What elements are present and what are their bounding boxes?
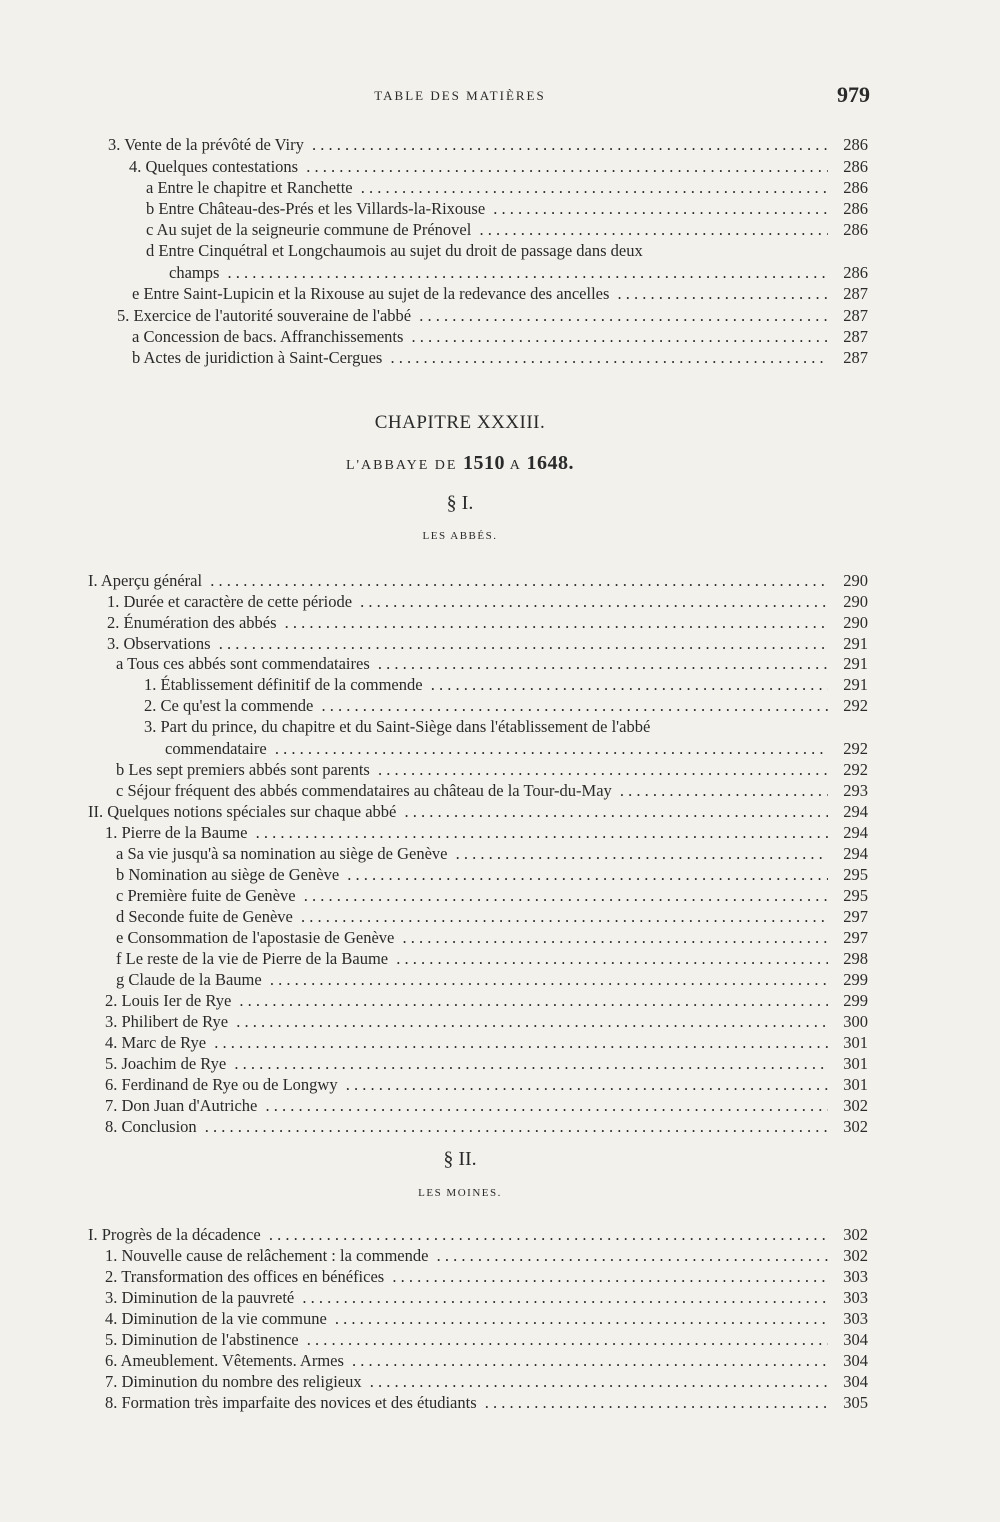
toc-entry (88, 570, 868, 591)
chapter-subtitle (0, 452, 920, 475)
toc-entry (117, 305, 868, 326)
toc-entry (105, 1266, 868, 1287)
toc-entry-page: 287 (839, 347, 868, 368)
toc-entry (105, 1011, 868, 1032)
toc-entry-text: 4. Quelques contestations (129, 157, 302, 176)
toc-entry-page: 302 (839, 1116, 868, 1137)
toc-entry-page: 290 (839, 570, 868, 591)
toc-entry-leader (105, 990, 828, 1011)
toc-entry-leader (116, 653, 828, 674)
toc-entry-leader (107, 612, 828, 633)
toc-entry (129, 156, 868, 177)
toc-entry-text: 8. Conclusion (105, 1117, 201, 1136)
toc-entry-leader (146, 219, 828, 240)
toc-entry-leader (144, 674, 828, 695)
toc-entry-page: 302 (839, 1245, 868, 1266)
toc-entry-page: 297 (839, 906, 868, 927)
toc-entry (116, 864, 868, 885)
toc-entry-leader (108, 134, 828, 155)
toc-entry-page: 301 (839, 1032, 868, 1053)
toc-entry-text: 5. Joachim de Rye (105, 1054, 230, 1073)
toc-entry-page: 286 (839, 219, 868, 240)
toc-entry-page: 292 (839, 695, 868, 716)
toc-entry-text: 2. Transformation des offices en bénéfices (105, 1267, 388, 1286)
toc-entry-text: a Tous ces abbés sont commendataires (116, 654, 374, 673)
toc-entry (105, 990, 868, 1011)
toc-entry-text: 5. Diminution de l'abstinence (105, 1330, 303, 1349)
section-2-title: LES MOINES. (418, 1187, 502, 1199)
toc-entry-leader (107, 633, 828, 654)
toc-entry-page: 302 (839, 1224, 868, 1245)
toc-entry (116, 780, 868, 801)
toc-entry-leader (105, 1371, 828, 1392)
toc-entry-text: 3. Philibert de Rye (105, 1012, 232, 1031)
toc-entry-text: a Entre le chapitre et Ranchette (146, 178, 357, 197)
toc-entry-text: 6. Ferdinand de Rye ou de Longwy (105, 1075, 342, 1094)
toc-entry (88, 801, 868, 822)
toc-entry (105, 1116, 868, 1137)
toc-entry-text: b Actes de juridiction à Saint-Cergues (132, 348, 386, 367)
toc-entry-text: 1. Pierre de la Baume (105, 823, 252, 842)
toc-entry-text: commendataire (165, 739, 271, 758)
toc-entry-leader (105, 1350, 828, 1371)
toc-entry-text: c Première fuite de Genève (116, 886, 300, 905)
toc-entry (146, 198, 868, 219)
toc-entry-page: 292 (839, 738, 868, 759)
toc-entry (146, 177, 868, 198)
toc-entry (144, 674, 868, 695)
toc-entry-text: 8. Formation très imparfaite des novices et des étudiants (105, 1393, 481, 1412)
toc-entry-page: 292 (839, 759, 868, 780)
toc-entry-text: 3. Vente de la prévôté de Viry (108, 135, 308, 154)
toc-entry (105, 1371, 868, 1392)
toc-entry-leader (105, 1308, 828, 1329)
toc-entry-page: 293 (839, 780, 868, 801)
toc-entry (105, 1095, 868, 1116)
toc-entry-leader (105, 1011, 828, 1032)
chapter-title: CHAPITRE XXXIII. (374, 412, 546, 433)
toc-entry-text: I. Progrès de la décadence (88, 1225, 265, 1244)
toc-entry-text: 7. Don Juan d'Autriche (105, 1096, 261, 1115)
toc-entry-page: 302 (839, 1095, 868, 1116)
toc-entry-text: c Au sujet de la seigneurie commune de Prénovel (146, 220, 475, 239)
toc-entry (116, 653, 868, 674)
subtitle-prefix: L'ABBAYE DE (345, 458, 458, 473)
toc-entry-page: 286 (839, 177, 868, 198)
toc-entry-text: 6. Ameublement. Vêtements. Armes (105, 1351, 348, 1370)
toc-entry-leader (105, 1116, 828, 1137)
toc-entry-page: 295 (839, 864, 868, 885)
toc-entry (116, 927, 868, 948)
toc-entry (116, 906, 868, 927)
toc-entry (132, 347, 868, 368)
toc-entry (107, 591, 868, 612)
toc-entry (107, 612, 868, 633)
toc-entry (116, 969, 868, 990)
toc-entry-leader (117, 305, 828, 326)
page-number: 979 (837, 82, 870, 107)
toc-entry-leader (105, 1095, 828, 1116)
toc-entry-page: 301 (839, 1053, 868, 1074)
toc-entry-leader (88, 1224, 828, 1245)
toc-entry (107, 633, 868, 654)
toc-entry-page: 291 (839, 674, 868, 695)
toc-entry-text: 3. Observations (107, 634, 215, 653)
toc-entry-page: 303 (839, 1308, 868, 1329)
toc-entry-text: g Claude de la Baume (116, 970, 266, 989)
toc-entry-page: 291 (839, 653, 868, 674)
toc-entry-page: 290 (839, 591, 868, 612)
toc-entry-page: 286 (839, 156, 868, 177)
toc-entry-text: e Entre Saint-Lupicin et la Rixouse au sujet de la redevance des ancelles (132, 284, 613, 303)
running-title: TABLE DES MATIÈRES (374, 88, 546, 103)
toc-entry-text: a Sa vie jusqu'à sa nomination au siège de Genève (116, 844, 452, 863)
toc-entry-page: 301 (839, 1074, 868, 1095)
toc-entry-leader (116, 948, 828, 969)
toc-entry-leader (116, 780, 828, 801)
subtitle-mid: A (509, 458, 522, 473)
toc-entry (105, 1074, 868, 1095)
toc-entry-leader (169, 262, 828, 283)
toc-entry-leader (146, 198, 828, 219)
toc-entry-text: d Entre Cinquétral et Longchaumois au sujet du droit de passage dans deux (146, 241, 643, 260)
toc-entry (105, 1287, 868, 1308)
year-start: 1510 (462, 452, 505, 474)
toc-entry-text: 1. Nouvelle cause de relâchement : la commende (105, 1246, 432, 1265)
toc-entry-page: 290 (839, 612, 868, 633)
toc-entry-page: 305 (839, 1392, 868, 1413)
toc-entry-page: 299 (839, 969, 868, 990)
toc-entry-leader (129, 156, 828, 177)
toc-entry (169, 262, 868, 283)
toc-entry-leader (107, 591, 828, 612)
toc-entry (116, 759, 868, 780)
toc-entry (132, 326, 868, 347)
toc-entry-text: 3. Part du prince, du chapitre et du Saint-Siège dans l'établissement de l'abbé (144, 717, 651, 736)
toc-entry-leader (88, 801, 828, 822)
toc-entry-leader (105, 1329, 828, 1350)
toc-entry-leader (105, 1287, 828, 1308)
toc-entry-leader (146, 177, 828, 198)
toc-entry-leader (88, 570, 828, 591)
toc-entry-text: 1. Établissement définitif de la commende (144, 675, 427, 694)
toc-entry-text: 2. Louis Ier de Rye (105, 991, 235, 1010)
toc-entry (105, 822, 868, 843)
toc-entry-leader (105, 1245, 828, 1266)
toc-entry-page: 297 (839, 927, 868, 948)
year-end: 1648. (526, 452, 575, 474)
toc-entry-page: 298 (839, 948, 868, 969)
toc-entry-text: b Les sept premiers abbés sont parents (116, 760, 374, 779)
toc-entry-text: c Séjour fréquent des abbés commendataires au château de la Tour-du-May (116, 781, 616, 800)
toc-entry (146, 240, 868, 261)
toc-entry-page: 304 (839, 1371, 868, 1392)
toc-entry (116, 885, 868, 906)
toc-entry (146, 219, 868, 240)
toc-entry-leader (116, 864, 828, 885)
toc-entry-page: 291 (839, 633, 868, 654)
toc-entry (108, 134, 868, 155)
toc-entry (105, 1308, 868, 1329)
toc-entry-text: 4. Marc de Rye (105, 1033, 210, 1052)
toc-entry-text: 2. Ce qu'est la commende (144, 696, 317, 715)
toc-entry-page: 287 (839, 305, 868, 326)
toc-entry-text: a Concession de bacs. Affranchissements (132, 327, 407, 346)
toc-entry-page: 295 (839, 885, 868, 906)
toc-entry (105, 1032, 868, 1053)
toc-entry (116, 948, 868, 969)
toc-entry-text: 7. Diminution du nombre des religieux (105, 1372, 366, 1391)
toc-entry-leader (132, 347, 828, 368)
toc-entry (132, 283, 868, 304)
toc-entry-leader (165, 738, 828, 759)
toc-entry (116, 843, 868, 864)
toc-entry-text: 4. Diminution de la vie commune (105, 1309, 331, 1328)
toc-entry-page: 287 (839, 283, 868, 304)
toc-entry-text: e Consommation de l'apostasie de Genève (116, 928, 398, 947)
toc-entry-leader (132, 326, 828, 347)
toc-entry-leader (105, 1053, 828, 1074)
toc-entry (105, 1245, 868, 1266)
toc-entry-leader (105, 1032, 828, 1053)
section-1-mark: § I. (446, 492, 474, 514)
section-1-title: LES ABBÉS. (422, 530, 498, 542)
toc-entry-leader (105, 1074, 828, 1095)
toc-entry-page: 286 (839, 198, 868, 219)
toc-entry-page: 300 (839, 1011, 868, 1032)
toc-entry-page: 304 (839, 1329, 868, 1350)
toc-entry-leader (116, 927, 828, 948)
toc-entry-leader (116, 843, 828, 864)
toc-entry-leader (105, 1392, 828, 1413)
toc-entry-page: 304 (839, 1350, 868, 1371)
toc-entry-leader (144, 695, 828, 716)
toc-entry-page: 286 (839, 262, 868, 283)
toc-entry (105, 1329, 868, 1350)
toc-entry-leader (116, 969, 828, 990)
toc-entry-text: b Nomination au siège de Genève (116, 865, 343, 884)
toc-entry (88, 1224, 868, 1245)
toc-entry-leader (116, 759, 828, 780)
toc-entry-text: 2. Énumération des abbés (107, 613, 281, 632)
toc-entry-leader (105, 1266, 828, 1287)
toc-entry-text: 5. Exercice de l'autorité souveraine de l'abbé (117, 306, 415, 325)
toc-entry-text: 3. Diminution de la pauvreté (105, 1288, 298, 1307)
toc-entry-text: II. Quelques notions spéciales sur chaque abbé (88, 802, 400, 821)
toc-entry-leader (116, 906, 828, 927)
toc-entry-page: 299 (839, 990, 868, 1011)
toc-entry-page: 294 (839, 801, 868, 822)
toc-entry-page: 294 (839, 843, 868, 864)
toc-entry-text: f Le reste de la vie de Pierre de la Baume (116, 949, 392, 968)
toc-entry-page: 287 (839, 326, 868, 347)
toc-entry-text: champs (169, 263, 223, 282)
toc-entry-text: d Seconde fuite de Genève (116, 907, 297, 926)
toc-entry (105, 1053, 868, 1074)
toc-entry-page: 294 (839, 822, 868, 843)
toc-entry-leader (132, 283, 828, 304)
toc-entry (165, 738, 868, 759)
toc-entry (144, 716, 868, 737)
toc-entry (105, 1350, 868, 1371)
section-2-mark: § II. (443, 1148, 477, 1170)
toc-entry-text: 1. Durée et caractère de cette période (107, 592, 356, 611)
toc-entry (144, 695, 868, 716)
toc-entry (105, 1392, 868, 1413)
toc-entry-page: 303 (839, 1287, 868, 1308)
toc-entry-text: I. Aperçu général (88, 571, 206, 590)
toc-entry-leader (116, 885, 828, 906)
toc-entry-page: 303 (839, 1266, 868, 1287)
toc-entry-text: b Entre Château-des-Prés et les Villards-la-Rixouse (146, 199, 489, 218)
toc-entry-leader (105, 822, 828, 843)
toc-entry-page: 286 (839, 134, 868, 155)
